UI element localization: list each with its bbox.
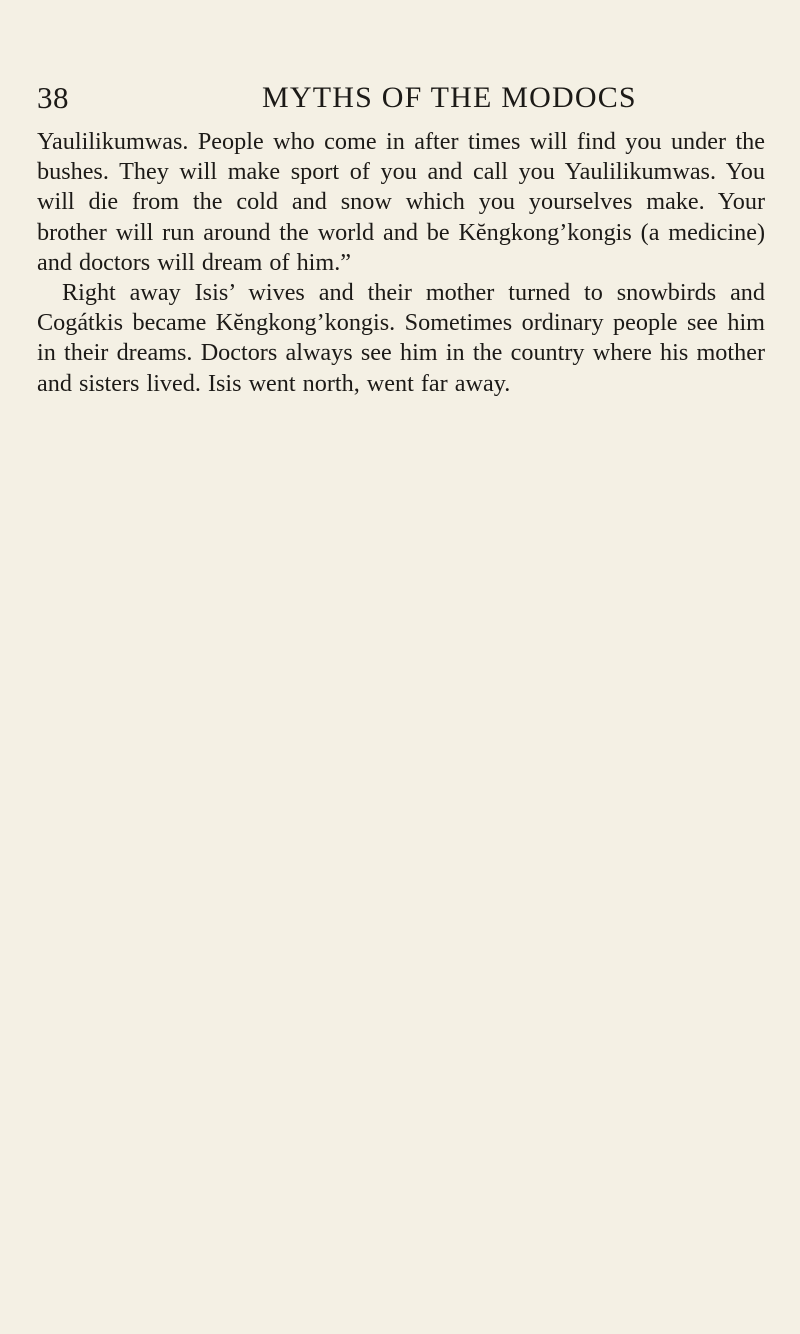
- running-head-title: MYTHS OF THE MODOCS: [262, 81, 637, 114]
- paragraph: Right away Isis’ wives and their mother turned to snowbirds and Cogátkis became Kĕngkong’kongis. Sometimes ordinary people see him in their dreams. Doctors always see him in the country where his mother and sisters lived. Isis went north, went far away.: [37, 279, 765, 397]
- paragraph: Yaulilikumwas. People who come in after times will find you under the bushes. They will make sport of you and call you Yaulilikumwas. You will die from the cold and snow which you yourselves make. Your brother will run around the world and be Kĕngkong’kongis (a medicine) and doctors will dream of him.”: [37, 128, 765, 276]
- body-text: [37, 127, 765, 399]
- running-head: [0, 78, 800, 118]
- page-number: 38: [37, 80, 69, 115]
